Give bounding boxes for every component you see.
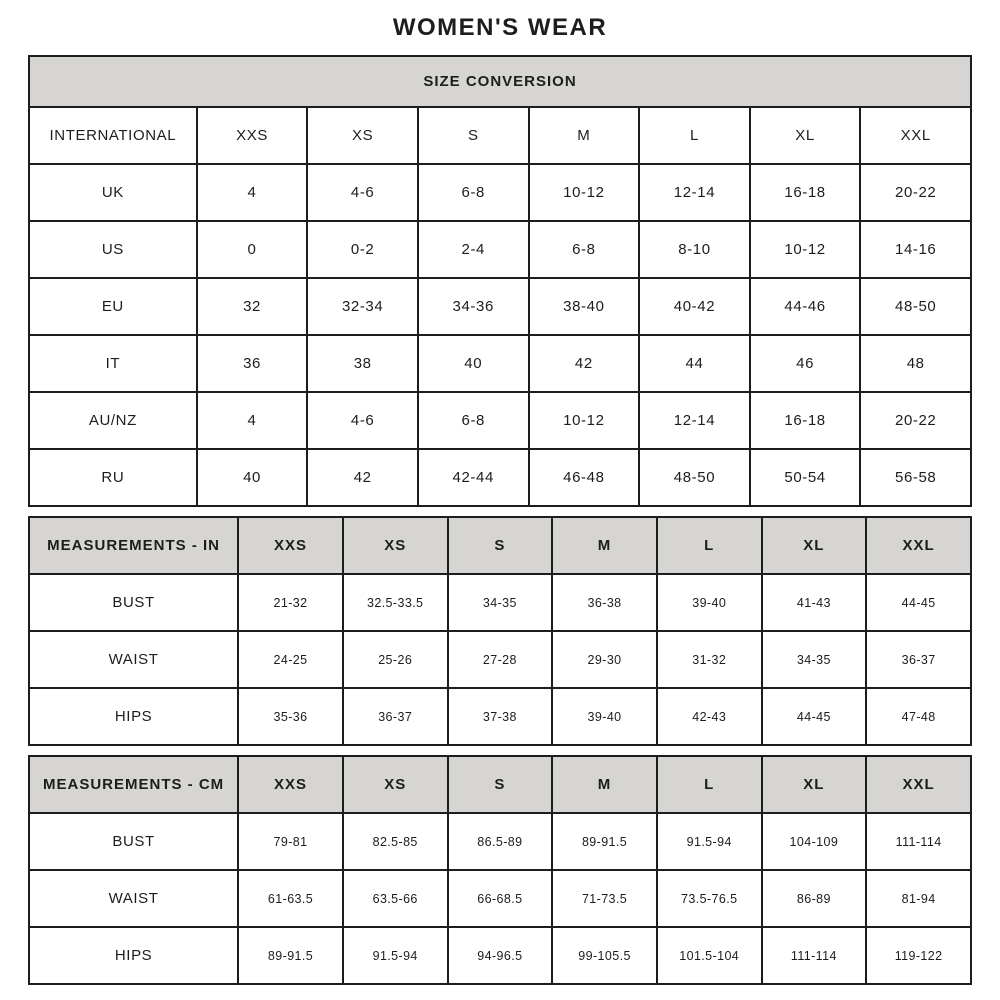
measure-cell: 32.5-33.5 [343,574,448,631]
measure-cell: 42-43 [657,688,762,745]
region-label-eu: EU [29,278,197,335]
table-banner-row [29,56,971,107]
column-header-xs: XS [307,107,418,164]
size-cell: 32-34 [307,278,418,335]
column-header-xxs: XXS [238,517,343,574]
size-cell: 48-50 [639,449,750,506]
measure-cell: 104-109 [762,813,867,870]
page-title: WOMEN'S WEAR [392,14,608,41]
measure-cell: 89-91.5 [552,813,657,870]
measure-cell: 119-122 [866,927,971,984]
size-cell: 4 [197,164,308,221]
measure-cell: 44-45 [762,688,867,745]
table-row-us [29,221,971,278]
size-cell: 48 [860,335,971,392]
size-cell: 50-54 [750,449,861,506]
measure-cell: 39-40 [552,688,657,745]
measurements-cm-title: MEASUREMENTS - CM [29,756,238,813]
measure-cell: 21-32 [238,574,343,631]
column-header-xs: XS [343,756,448,813]
column-header-l: L [657,517,762,574]
size-cell: 42 [529,335,640,392]
size-cell: 0 [197,221,308,278]
table-header-row [29,517,971,574]
measure-cell: 79-81 [238,813,343,870]
table-row-hips [29,927,971,984]
size-cell: 20-22 [860,392,971,449]
measure-cell: 63.5-66 [343,870,448,927]
measure-label-hips: HIPS [29,927,238,984]
table-row-bust [29,574,971,631]
measure-cell: 86.5-89 [448,813,553,870]
table-header-row [29,107,971,164]
measure-cell: 31-32 [657,631,762,688]
size-cell: 46 [750,335,861,392]
size-cell: 10-12 [529,164,640,221]
region-label-uk: UK [29,164,197,221]
size-cell: 38-40 [529,278,640,335]
measure-cell: 36-38 [552,574,657,631]
column-header-international: INTERNATIONAL [29,107,197,164]
measure-label-hips: HIPS [29,688,238,745]
measure-cell: 37-38 [448,688,553,745]
column-header-s: S [448,517,553,574]
measure-cell: 73.5-76.5 [657,870,762,927]
measure-cell: 39-40 [657,574,762,631]
measure-cell: 34-35 [448,574,553,631]
column-header-xxl: XXL [866,517,971,574]
column-header-m: M [552,517,657,574]
measure-cell: 99-105.5 [552,927,657,984]
size-cell: 32 [197,278,308,335]
size-cell: 42-44 [418,449,529,506]
size-cell: 16-18 [750,164,861,221]
size-cell: 56-58 [860,449,971,506]
column-header-l: L [657,756,762,813]
measure-label-waist: WAIST [29,631,238,688]
column-header-xl: XL [750,107,861,164]
region-label-aunz: AU/NZ [29,392,197,449]
measure-cell: 111-114 [762,927,867,984]
measure-cell: 36-37 [343,688,448,745]
measure-label-bust: BUST [29,813,238,870]
table-row-bust [29,813,971,870]
size-cell: 12-14 [639,164,750,221]
measure-cell: 91.5-94 [343,927,448,984]
size-cell: 2-4 [418,221,529,278]
region-label-us: US [29,221,197,278]
region-label-it: IT [29,335,197,392]
size-cell: 14-16 [860,221,971,278]
measure-cell: 101.5-104 [657,927,762,984]
size-cell: 4-6 [307,164,418,221]
measure-cell: 94-96.5 [448,927,553,984]
table-row-uk [29,164,971,221]
measure-cell: 89-91.5 [238,927,343,984]
region-label-ru: RU [29,449,197,506]
measure-cell: 24-25 [238,631,343,688]
measure-cell: 35-36 [238,688,343,745]
size-cell: 0-2 [307,221,418,278]
column-header-xl: XL [762,756,867,813]
measurements-in-table [28,516,972,746]
size-cell: 4 [197,392,308,449]
measure-cell: 27-28 [448,631,553,688]
size-cell: 10-12 [529,392,640,449]
column-header-s: S [448,756,553,813]
size-cell: 38 [307,335,418,392]
size-cell: 12-14 [639,392,750,449]
measure-cell: 82.5-85 [343,813,448,870]
size-conversion-banner: SIZE CONVERSION [29,56,971,107]
measurements-in-title: MEASUREMENTS - IN [29,517,238,574]
size-cell: 6-8 [529,221,640,278]
size-cell: 6-8 [418,164,529,221]
measure-cell: 25-26 [343,631,448,688]
table-row-hips [29,688,971,745]
table-header-row [29,756,971,813]
size-cell: 40-42 [639,278,750,335]
size-cell: 4-6 [307,392,418,449]
column-header-xs: XS [343,517,448,574]
column-header-xxl: XXL [866,756,971,813]
column-header-l: L [639,107,750,164]
column-header-m: M [552,756,657,813]
table-row-waist [29,631,971,688]
column-header-xxs: XXS [238,756,343,813]
size-cell: 46-48 [529,449,640,506]
size-cell: 42 [307,449,418,506]
table-row-aunz [29,392,971,449]
measure-cell: 81-94 [866,870,971,927]
column-header-xxl: XXL [860,107,971,164]
measure-cell: 61-63.5 [238,870,343,927]
measure-cell: 41-43 [762,574,867,631]
size-cell: 10-12 [750,221,861,278]
size-cell: 34-36 [418,278,529,335]
measure-label-bust: BUST [29,574,238,631]
table-row-it [29,335,971,392]
size-conversion-table [28,55,972,507]
size-cell: 48-50 [860,278,971,335]
measure-cell: 44-45 [866,574,971,631]
table-row-ru [29,449,971,506]
size-cell: 44 [639,335,750,392]
column-header-xxs: XXS [197,107,308,164]
measure-label-waist: WAIST [29,870,238,927]
measurements-cm-table [28,755,972,985]
column-header-s: S [418,107,529,164]
measure-cell: 47-48 [866,688,971,745]
measure-cell: 29-30 [552,631,657,688]
size-cell: 36 [197,335,308,392]
size-cell: 6-8 [418,392,529,449]
column-header-xl: XL [762,517,867,574]
measure-cell: 86-89 [762,870,867,927]
column-header-m: M [529,107,640,164]
size-cell: 40 [418,335,529,392]
size-cell: 40 [197,449,308,506]
measure-cell: 66-68.5 [448,870,553,927]
measure-cell: 36-37 [866,631,971,688]
measure-cell: 71-73.5 [552,870,657,927]
measure-cell: 111-114 [866,813,971,870]
size-cell: 16-18 [750,392,861,449]
size-cell: 44-46 [750,278,861,335]
size-cell: 8-10 [639,221,750,278]
size-cell: 20-22 [860,164,971,221]
table-row-waist [29,870,971,927]
measure-cell: 34-35 [762,631,867,688]
measure-cell: 91.5-94 [657,813,762,870]
table-row-eu [29,278,971,335]
